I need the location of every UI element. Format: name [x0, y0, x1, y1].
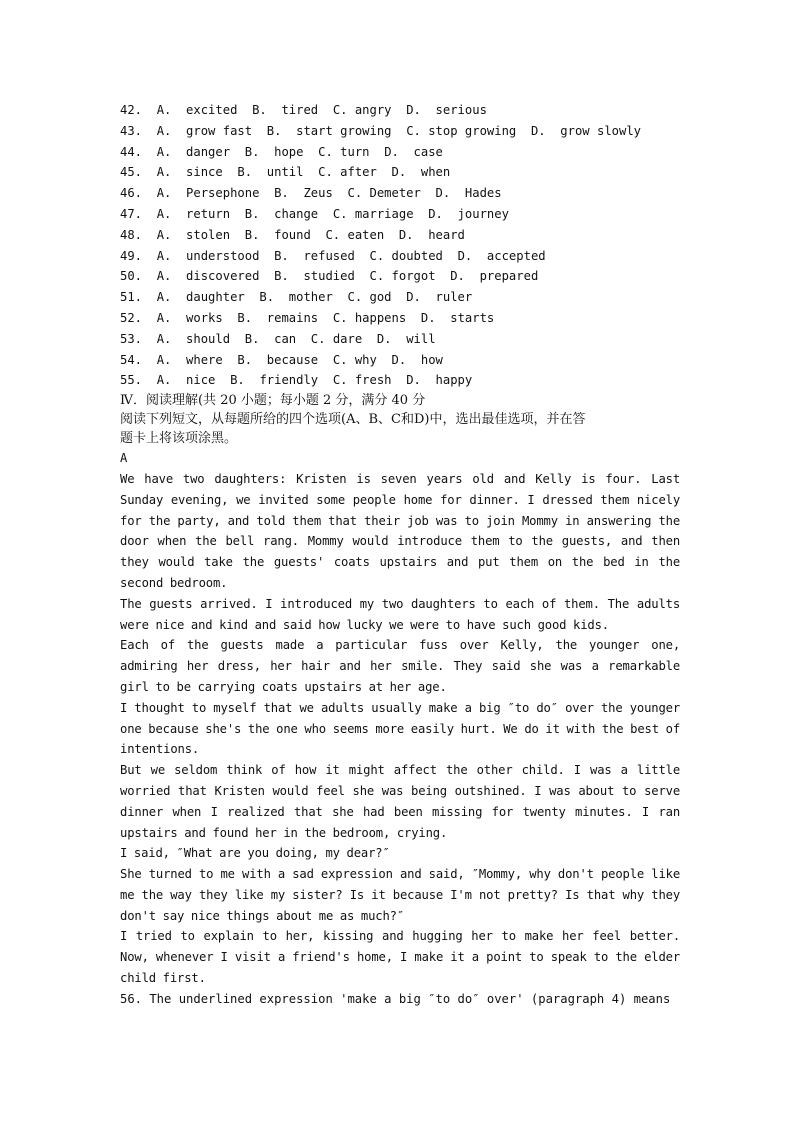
- option-b: remains: [266, 310, 319, 325]
- option-a: daughter: [186, 290, 245, 305]
- option-d: grow slowly: [560, 123, 642, 138]
- option-c: turn: [340, 144, 370, 159]
- cloze-question-number: 44.: [120, 144, 143, 159]
- option-d: will: [406, 331, 436, 346]
- cloze-question-number: 55.: [120, 373, 143, 388]
- option-c: happens: [354, 310, 407, 325]
- option-d: happy: [435, 373, 473, 388]
- option-c: stop growing: [428, 123, 517, 138]
- cloze-question-number: 54.: [120, 352, 143, 367]
- option-b: friendly: [259, 373, 319, 388]
- cloze-question-number: 52.: [120, 310, 143, 325]
- cloze-option-line: 43. A. grow fast B. start growing C. stop growing D. grow slowly: [120, 123, 642, 138]
- cloze-option-line: 49. A. understood B. refused C. doubted D. accepted: [120, 248, 546, 263]
- option-a: return: [186, 206, 231, 221]
- option-d: Hades: [464, 186, 502, 201]
- option-b: hope: [274, 144, 304, 159]
- cloze-question-number: 47.: [120, 206, 143, 221]
- option-c: forgot: [391, 269, 436, 284]
- option-c: eaten: [347, 227, 385, 242]
- cloze-option-line: 42. A. excited B. tired C. angry D. serious: [120, 103, 487, 117]
- option-b: change: [274, 206, 319, 221]
- page-content: [120, 100, 680, 1010]
- option-b: refused: [303, 248, 355, 263]
- option-b: Zeus: [303, 186, 333, 201]
- option-b: start growing: [296, 123, 392, 138]
- option-b: can: [274, 331, 297, 346]
- cloze-option-line: 45. A. since B. until C. after D. when: [120, 165, 451, 180]
- option-d: serious: [435, 103, 487, 117]
- option-d: prepared: [479, 269, 539, 284]
- cloze-option-line: 50. A. discovered B. studied C. forgot D. prepared: [120, 269, 539, 284]
- cloze-option-line: 44. A. danger B. hope C. turn D. case: [120, 144, 443, 159]
- option-d: when: [420, 165, 451, 180]
- option-a: danger: [186, 144, 231, 159]
- option-a: grow fast: [186, 123, 253, 138]
- cloze-option-line: 46. A. Persephone B. Zeus C. Demeter D. Hades: [120, 186, 502, 201]
- passage-paragraph-7: She turned to me with a sad expression and said, ″Mommy, why don't people like me the way they like my sister? Is it because I'm not pretty? Is that why they don't say nice things about me as much?″: [120, 867, 680, 923]
- option-d: accepted: [486, 248, 546, 263]
- cloze-option-line: 54. A. where B. because C. why D. how: [120, 352, 443, 367]
- option-a: since: [186, 165, 223, 180]
- cloze-option-line: 48. A. stolen B. found C. eaten D. heard: [120, 227, 465, 242]
- option-a: works: [186, 310, 223, 325]
- option-b: tired: [281, 103, 319, 117]
- option-b: until: [266, 165, 304, 180]
- option-d: ruler: [435, 290, 473, 305]
- passage-paragraph-6: I said, ″What are you doing, my dear?″: [120, 846, 390, 861]
- option-c: angry: [354, 103, 392, 117]
- option-a: understood: [186, 248, 260, 263]
- section-instruction-line-2: 题卡上将该项涂黑。: [120, 431, 238, 447]
- cloze-options-list: [120, 100, 680, 391]
- option-c: fresh: [354, 373, 392, 388]
- option-c: marriage: [354, 206, 414, 221]
- cloze-question-number: 50.: [120, 269, 143, 284]
- cloze-question-number: 46.: [120, 186, 143, 201]
- cloze-question-number: 49.: [120, 248, 143, 263]
- cloze-option-line: 53. A. should B. can C. dare D. will: [120, 331, 436, 346]
- cloze-option-line: 52. A. works B. remains C. happens D. starts: [120, 310, 495, 325]
- section-heading: Ⅳ．阅读理解(共 20 小题；每小题 2 分，满分 40 分: [120, 393, 426, 409]
- section-instruction-line-1: 阅读下列短文，从每题所给的四个选项(A、B、C和D)中，选出最佳选项，并在答: [120, 412, 586, 428]
- option-c: dare: [332, 331, 363, 346]
- passage-paragraph-8: I tried to explain to her, kissing and hugging her to make her feel better. Now, whenever I visit a friend's home, I make it a point to speak to the elder child first.: [120, 929, 680, 986]
- option-a: where: [186, 352, 223, 367]
- option-c: doubted: [391, 248, 443, 263]
- passage-paragraph-5: But we seldom think of how it might affect the other child. I was a little worried that Kristen would feel she was being outshined. I was about to serve dinner when I realized that she had been missing for twenty minutes. I ran upstairs and found her in the bedroom, crying.: [120, 763, 680, 840]
- cloze-option-line: 47. A. return B. change C. marriage D. journey: [120, 206, 509, 221]
- option-b: because: [266, 352, 319, 367]
- option-a: nice: [186, 373, 216, 388]
- question-56: 56. The underlined expression 'make a big ″to do″ over' (paragraph 4) means: [120, 991, 671, 1006]
- passage-paragraph-3: Each of the guests made a particular fuss over Kelly, the younger one, admiring her dress, her hair and her smile. They said she was a remarkable girl to be carrying coats upstairs at her age.: [120, 638, 680, 694]
- option-d: heard: [428, 227, 465, 242]
- cloze-question-number: 51.: [120, 290, 143, 305]
- cloze-question-number: 42.: [120, 103, 143, 117]
- option-a: should: [186, 331, 231, 346]
- option-a: Persephone: [186, 186, 260, 201]
- cloze-question-number: 43.: [120, 123, 143, 138]
- passage-label: A: [120, 451, 128, 466]
- cloze-question-number: 45.: [120, 165, 143, 180]
- option-d: starts: [450, 310, 495, 325]
- option-a: excited: [186, 103, 238, 117]
- cloze-question-number: 53.: [120, 331, 143, 346]
- option-d: journey: [457, 206, 509, 221]
- option-c: god: [369, 290, 392, 305]
- passage-paragraph-2: The guests arrived. I introduced my two daughters to each of them. The adults were nice and kind and said how lucky we were to have such good kids.: [120, 596, 680, 632]
- option-d: how: [420, 352, 443, 367]
- option-b: mother: [288, 290, 333, 305]
- option-a: discovered: [186, 269, 260, 284]
- option-c: Demeter: [369, 186, 421, 201]
- option-c: why: [354, 352, 377, 367]
- passage-paragraph-1: We have two daughters: Kristen is seven years old and Kelly is four. Last Sunday evening, we invited some people home for dinner. I dressed them nicely for the party, and told them that their job was to join Mommy in answering the door when the bell rang. Mommy would introduce them to the guests, and then they would take the guests' coats upstairs and put them on the bed in the second bedroom.: [120, 471, 680, 590]
- cloze-option-line: 51. A. daughter B. mother C. god D. ruler: [120, 290, 473, 305]
- option-b: studied: [303, 269, 355, 284]
- option-a: stolen: [186, 227, 231, 242]
- passage-paragraph-4: I thought to myself that we adults usually make a big ″to do″ over the younger one because she's the one who seems more easily hurt. We do it with the best of intentions.: [120, 700, 680, 757]
- cloze-option-line: 55. A. nice B. friendly C. fresh D. happy: [120, 373, 473, 388]
- option-b: found: [274, 227, 311, 242]
- cloze-question-number: 48.: [120, 227, 143, 242]
- option-c: after: [340, 165, 377, 180]
- option-d: case: [413, 144, 443, 159]
